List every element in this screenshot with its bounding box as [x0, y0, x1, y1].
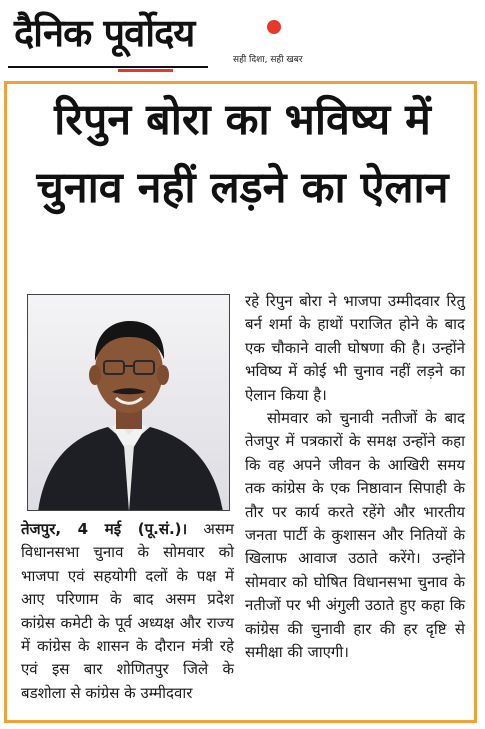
article-column-left	[21, 518, 234, 705]
article-paragraph-2: सोमवार को चुनावी नतीजों के बाद तेजपुर में पत्रकारों के समक्ष उन्होंने कहा कि वह अपने जीवन के आखिरी समय तक कांग्रेस के एक निष्ठावान सिपाही के तौर पर कार्य करते रहेंगे और भारतीय जनता पार्टी के कुशासन और नितियों के खिलाफ आवाज उठाते करेंगे। उन्होंने सोमवार को घोषित विधानसभा चुनाव के नतीजों पर भी अंगुली उठाते हुए कहा कि कांग्रेस की चुनावी हार की हर दृष्टि से समीक्षा की जाएगी।	[245, 409, 465, 662]
article-column-right	[245, 290, 465, 665]
article-text-left: असम विधानसभा चुनाव के सोमवार को भाजपा एवं सहयोगी दलों के पक्ष में आए परिणाम के बाद असम प्रदेश कांग्रेस कमेटी के पूर्व अध्यक्ष और राज्य में कांग्रेस के शासन के दौरान मंत्री रहे एवं इस बार शोणितपुर जिले के बडशोला से कांग्रेस के उम्मीदवार	[21, 520, 234, 702]
headline: रिपुन बोरा का भविष्य में चुनाव नहीं लड़ने का ऐलान	[36, 95, 449, 213]
masthead	[8, 6, 478, 68]
newspaper-logo: दैनिक पूर्वोदय	[14, 11, 195, 55]
dateline: तेजपुर, 4 मई (पू.सं.)।	[21, 520, 188, 538]
masthead-rule	[8, 66, 208, 68]
person-photo	[27, 294, 230, 511]
logo-dot-icon	[267, 20, 281, 34]
portrait-image	[28, 295, 230, 511]
tagline: सही दिशा, सही खबर	[233, 55, 303, 65]
article-paragraph-1: रहे रिपुन बोरा ने भाजपा उम्मीदवार रितु बर्न शर्मा के हाथों पराजित होने के बाद एक चौकाने वाली घोषणा की है। उन्होंने भविष्य में कोई भी चुनाव नहीं लड़ने का ऐलान किया है।	[245, 292, 465, 404]
masthead-accent	[118, 69, 173, 72]
